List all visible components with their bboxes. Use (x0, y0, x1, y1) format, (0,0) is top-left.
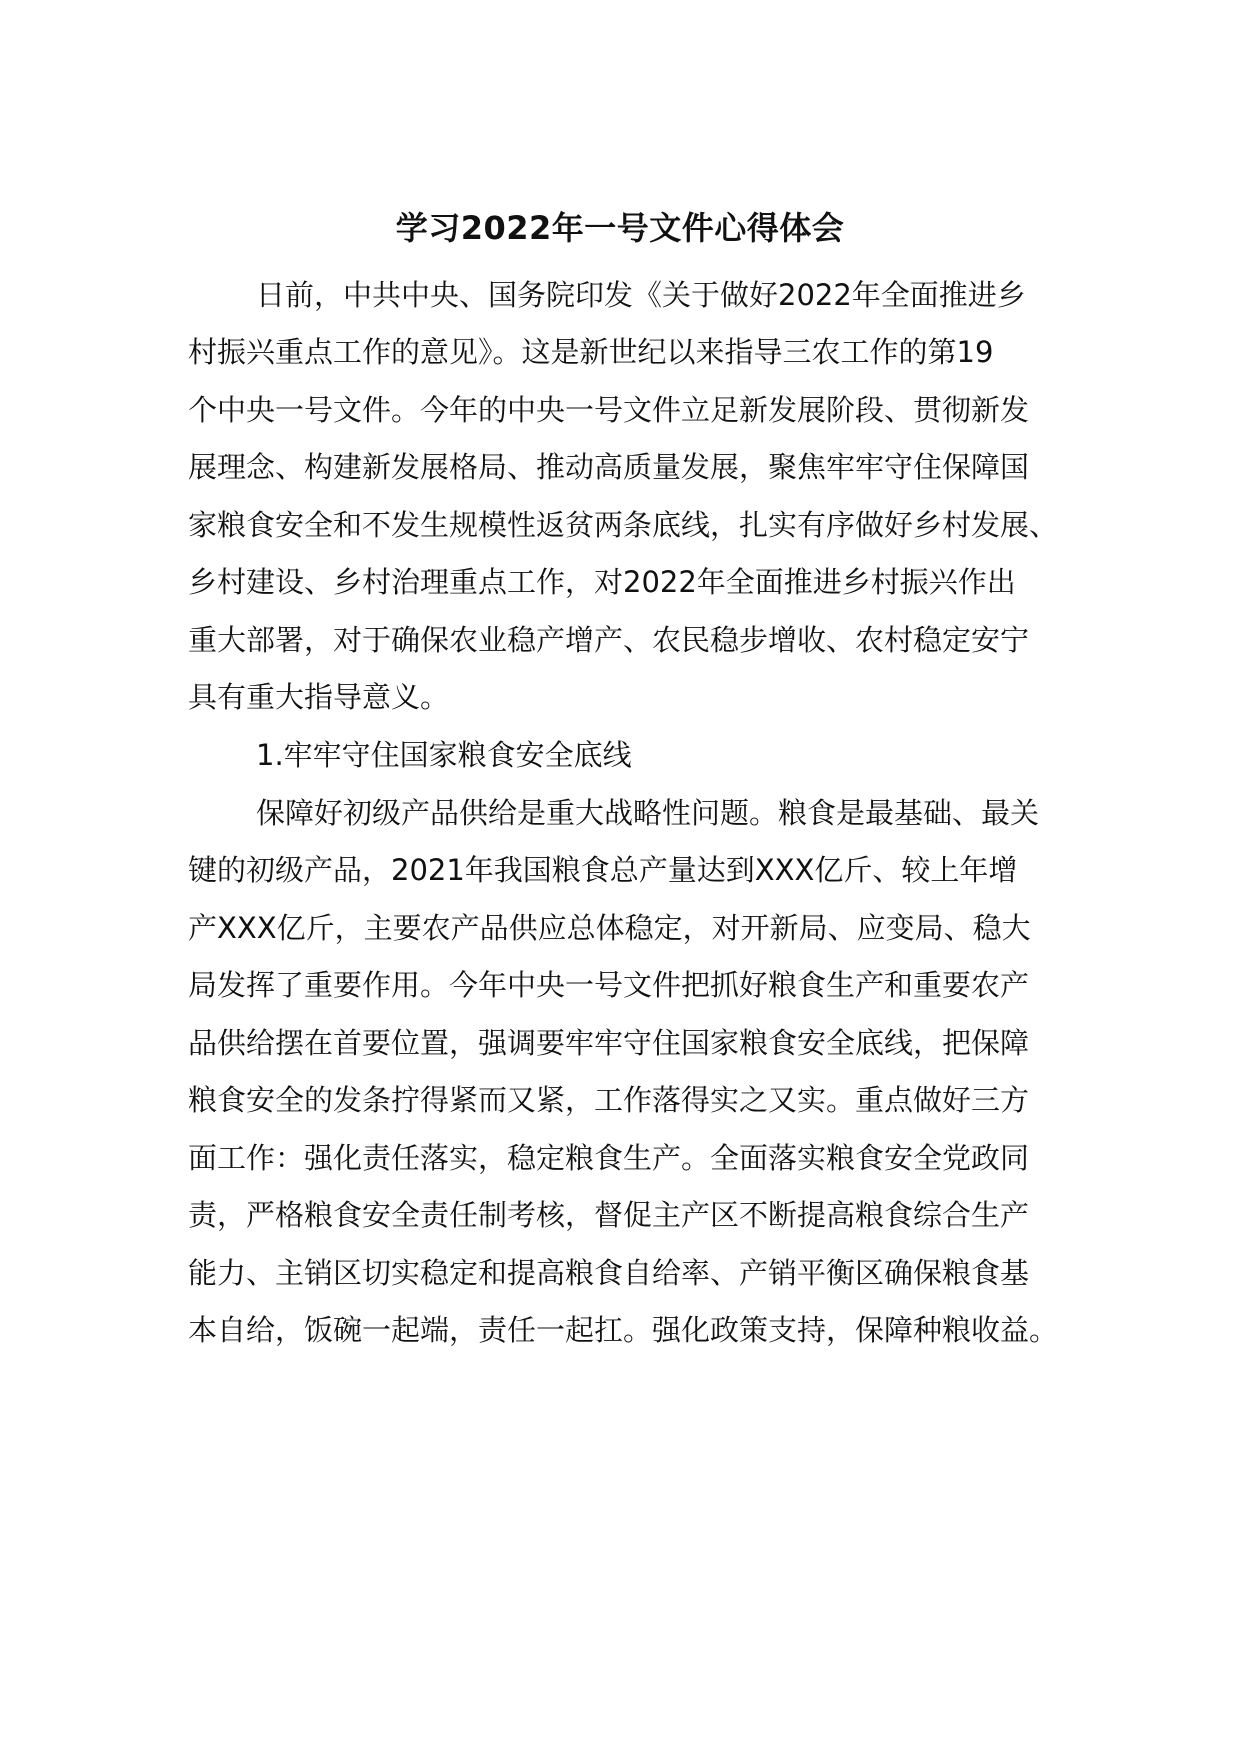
paragraph-1-line-4: 展理念、构建新发展格局、推动高质量发展，聚焦牢牢守住保障国 (188, 450, 1030, 484)
section-heading: 1.牢牢守住国家粮食安全底线 (256, 738, 632, 772)
paragraph-1-line-6: 乡村建设、乡村治理重点工作，对2022年全面推进乡村振兴作出 (188, 565, 1016, 599)
paragraph-1-line-3: 个中央一号文件。今年的中央一号文件立足新发展阶段、贯彻新发 (188, 393, 1030, 427)
paragraph-3-line-4: 局发挥了重要作用。今年中央一号文件把抓好粮食生产和重要农产 (188, 968, 1030, 1002)
paragraph-1-line-2: 村振兴重点工作的意见》。这是新世纪以来指导三农工作的第19 (188, 335, 994, 369)
paragraph-3-line-2: 键的初级产品，2021年我国粮食总产量达到XXX亿斤、较上年增 (188, 853, 1018, 887)
paragraph-3-line-3: 产XXX亿斤，主要农产品供应总体稳定，对开新局、应变局、稳大 (188, 911, 1031, 945)
paragraph-3-line-6: 粮食安全的发条拧得紧而又紧，工作落得实之又实。重点做好三方 (188, 1083, 1030, 1117)
paragraph-1-line-5: 家粮食安全和不发生规模性返贫两条底线，扎实有序做好乡村发展、 (188, 508, 1059, 542)
paragraph-1-line-8: 具有重大指导意义。 (188, 680, 450, 714)
paragraph-1-line-1: 日前，中共中央、国务院印发《关于做好2022年全面推进乡 (256, 278, 1026, 312)
paragraph-3-line-8: 责，严格粮食安全责任制考核，督促主产区不断提高粮食综合生产 (188, 1198, 1030, 1232)
document-title: 学习2022年一号文件心得体会 (395, 209, 845, 247)
paragraph-3-line-1: 保障好初级产品供给是重大战略性问题。粮食是最基础、最关 (256, 796, 1040, 830)
paragraph-3-line-7: 面工作：强化责任落实，稳定粮食生产。全面落实粮食安全党政同 (188, 1141, 1030, 1175)
paragraph-1-line-7: 重大部署，对于确保农业稳产增产、农民稳步增收、农村稳定安宁 (188, 623, 1030, 657)
paragraph-3-line-5: 品供给摆在首要位置，强调要牢牢守住国家粮食安全底线，把保障 (188, 1026, 1030, 1060)
paragraph-3-line-9: 能力、主销区切实稳定和提高粮食自给率、产销平衡区确保粮食基 (188, 1256, 1030, 1290)
paragraph-3-line-10: 本自给，饭碗一起端，责任一起扛。强化政策支持，保障种粮收益。 (188, 1313, 1059, 1347)
